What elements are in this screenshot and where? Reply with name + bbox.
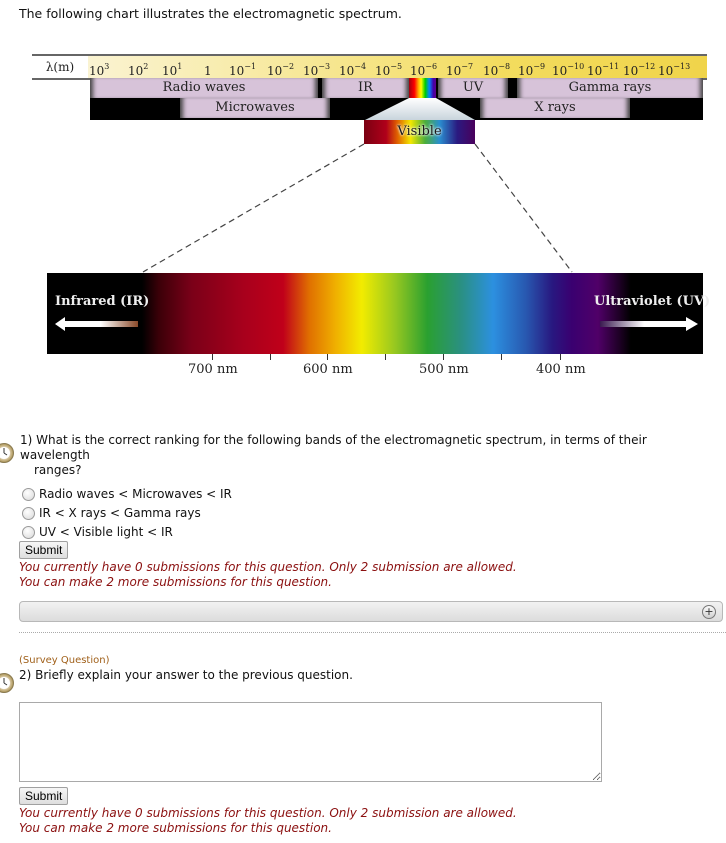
scale-tick-exponent: −6 [425, 62, 438, 71]
axis-tick [443, 354, 444, 360]
band-x-rays: X rays [480, 98, 630, 118]
scale-tick-base: 10 [410, 64, 426, 78]
band-radio-waves: Radio waves [90, 78, 318, 98]
scale-tick-base: 10 [587, 64, 603, 78]
question-2-submission-notice: You currently have 0 submissions for this question. Only 2 submission are allowed. [19, 806, 517, 820]
question-2-prompt: 2) Briefly explain your answer to the previous question. [19, 668, 353, 682]
scale-tick-exponent: 3 [104, 62, 110, 71]
scale-tick-base: 10 [483, 64, 499, 78]
clock-icon [0, 443, 14, 463]
axis-label: 600 nm [303, 362, 353, 377]
question-1-text [20, 433, 720, 478]
scale-tick-exponent: −10 [567, 62, 585, 71]
collapsible-panel-header[interactable] [19, 601, 723, 622]
choice-3-label: UV < Visible light < IR [39, 525, 173, 539]
visible-band: Visible [364, 120, 475, 144]
scale-tick-base: 10 [303, 64, 319, 78]
axis-label: 400 nm [536, 362, 586, 377]
right-arrow-icon [600, 317, 698, 331]
scale-tick-base: 10 [446, 64, 462, 78]
band-ir: IR [322, 78, 409, 98]
choice-2-radio[interactable] [22, 507, 35, 520]
scale-tick-base: 10 [128, 64, 144, 78]
axis-minor-tick [501, 354, 502, 360]
choice-2-label: IR < X rays < Gamma rays [39, 506, 201, 520]
choice-2[interactable] [22, 506, 201, 520]
question-2-remaining-notice: You can make 2 more submissions for this question. [19, 821, 332, 835]
expand-plus-icon[interactable]: + [702, 605, 716, 619]
scale-tick-exponent: −2 [282, 62, 295, 71]
question-1-prompt: 1) What is the correct ranking for the following bands of the electromagnetic spectrum, in terms of their wavelength [20, 433, 647, 462]
scale-tick-exponent: −4 [354, 62, 367, 71]
scale-tick-base: 10 [89, 64, 105, 78]
scale-tick-base: 10 [267, 64, 283, 78]
scale-tick-exponent: −7 [461, 62, 474, 71]
ultraviolet-label: Ultraviolet (UV) [594, 294, 711, 309]
scale-tick-base: 10 [162, 64, 178, 78]
question-1-submission-notice: You currently have 0 submissions for this question. Only 2 submission are allowed. [19, 560, 517, 574]
scale-tick-base: 1 [204, 64, 212, 78]
visible-funnel [365, 98, 475, 120]
choice-3-radio[interactable] [22, 526, 35, 539]
scale-tick-base: 10 [658, 64, 674, 78]
choice-1-radio[interactable] [22, 488, 35, 501]
band-gamma-rays: Gamma rays [517, 78, 703, 98]
choice-1[interactable] [22, 487, 232, 501]
scale-tick-exponent: −1 [244, 62, 257, 71]
scale-tick-exponent: −5 [390, 62, 403, 71]
scale-tick-exponent: −3 [318, 62, 331, 71]
axis-tick [212, 354, 213, 360]
scale-tick-base: 10 [339, 64, 355, 78]
scale-tick-exponent: 1 [177, 62, 183, 71]
scale-tick-exponent: −9 [533, 62, 546, 71]
scale-tick-base: 10 [623, 64, 639, 78]
axis-tick [327, 354, 328, 360]
choice-1-label: Radio waves < Microwaves < IR [39, 487, 232, 501]
band-microwaves: Microwaves [180, 98, 330, 118]
intro-text: The following chart illustrates the electromagnetic spectrum. [19, 6, 402, 21]
scale-tick-base: 10 [229, 64, 245, 78]
wavelength-scale [32, 54, 707, 80]
question-2-submit-button[interactable]: Submit [19, 787, 68, 805]
scale-tick-exponent: −12 [638, 62, 656, 71]
axis-label: 700 nm [188, 362, 238, 377]
left-arrow-icon [55, 317, 138, 331]
wavelength-unit-label: λ(m) [32, 56, 88, 78]
visible-strip [409, 78, 436, 98]
scale-tick-base: 10 [375, 64, 391, 78]
question-1-submit-button[interactable]: Submit [19, 541, 68, 559]
scale-tick-base: 10 [518, 64, 534, 78]
section-divider [19, 632, 726, 633]
visible-spectrum-bar [47, 273, 703, 354]
question-1-prompt-continuation: ranges? [34, 463, 82, 477]
choice-3[interactable] [22, 525, 173, 539]
em-spectrum-figure [0, 0, 726, 400]
axis-minor-tick [385, 354, 386, 360]
question-1-remaining-notice: You can make 2 more submissions for this question. [19, 575, 332, 589]
scale-tick-base: 10 [552, 64, 568, 78]
band-uv: UV [438, 78, 508, 98]
scale-tick-exponent: 2 [143, 62, 149, 71]
axis-tick [560, 354, 561, 360]
infrared-label: Infrared (IR) [55, 294, 150, 309]
axis-minor-tick [270, 354, 271, 360]
survey-question-tag: (Survey Question) [19, 655, 110, 666]
scale-tick-exponent: −11 [602, 62, 620, 71]
scale-tick-exponent: −8 [498, 62, 511, 71]
question-2-answer-textarea[interactable] [19, 702, 602, 782]
axis-label: 500 nm [419, 362, 469, 377]
scale-tick-exponent: −13 [673, 62, 691, 71]
clock-icon [0, 673, 14, 693]
